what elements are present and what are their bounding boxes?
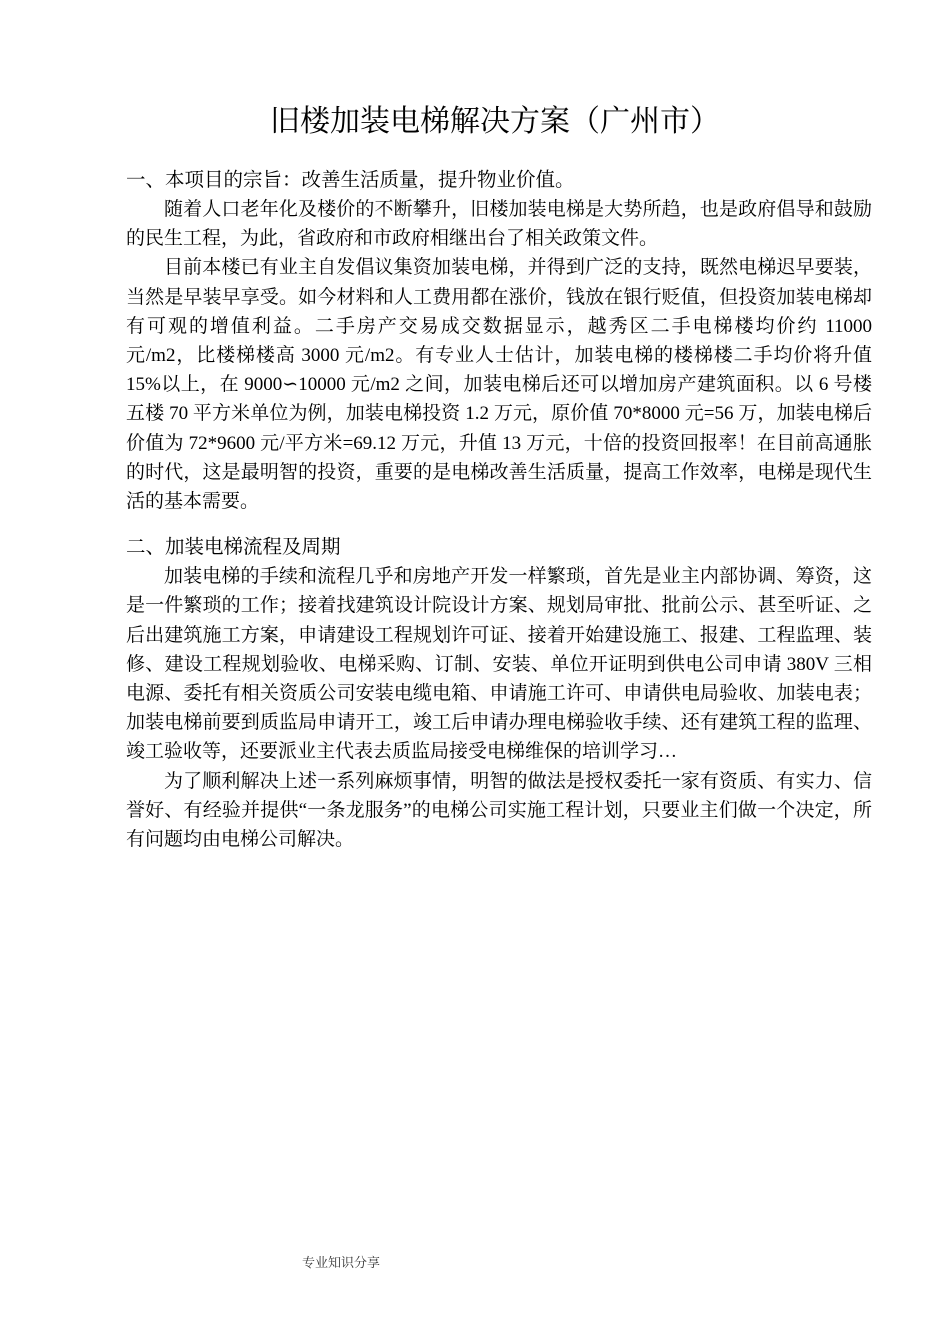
document-body [126, 165, 872, 854]
section-heading: 一、本项目的宗旨：改善生活质量，提升物业价值。 [126, 168, 575, 191]
body-paragraph: 随着人口老年化及楼价的不断攀升，旧楼加装电梯是大势所趋，也是政府倡导和鼓励的民生工程，为此，省政府和市政府相继出台了相关政策文件。 [126, 199, 872, 250]
body-paragraph: 加装电梯的手续和流程几乎和房地产开发一样繁琐，首先是业主内部协调、筹资，这是一件繁琐的工作；接着找建筑设计院设计方案、规划局审批、批前公示、甚至听证、之后出建筑施工方案，申请建设工程规划许可证、接着开始建设施工、报建、工程监理、装修、建设工程规划验收、电梯采购、订制、安装、单位开证明到供电公司申请 380V 三相电源、委托有相关资质公司安装电缆电箱、申请施工许可、申请供电局验收、加装电表；加装电梯前要到质监局申请开工，竣工后申请办理电梯验收手续、还有建筑工程的监理、竣工验收等，还要派业主代表去质监局接受电梯维保的培训学习… [126, 566, 872, 763]
body-paragraph: 目前本楼已有业主自发倡议集资加装电梯，并得到广泛的支持，既然电梯迟早要装，当然是早装早享受。如今材料和人工费用都在涨价，钱放在银行贬值，但投资加装电梯却有可观的增值利益。二手房产交易成交数据显示，越秀区二手电梯楼均价约 11000 元/m2，比楼梯楼高 3000 元/m2。有专业人士估计，加装电梯的楼梯楼二手均价将升值 15%以上，在 9000∽10000 元/m2 之间，加装电梯后还可以增加房产建筑面积。以 6 号楼五楼 70 平方米单位为例，加装电梯投资 1.2 万元，原价值 70*8000 元=56 万，加装电梯后价值为 72*9600 元/平方米=69.12 万元，升值 13 万元，十倍的投资回报率！在目前高通胀的时代，这是最明智的投资，重要的是电梯改善生活质量，提高工作效率，电梯是现代生活的基本需要。 [126, 257, 872, 513]
body-paragraph: 为了顺利解决上述一系列麻烦事情，明智的做法是授权委托一家有资质、有实力、信誉好、有经验并提供“一条龙服务”的电梯公司实施工程计划，只要业主们做一个决定，所有问题均由电梯公司解决。 [126, 770, 872, 851]
page-footer: 专业知识分享 [302, 1255, 381, 1270]
section-purpose [126, 165, 872, 516]
section-process [126, 532, 872, 854]
document-title: 旧楼加装电梯解决方案（广州市） [270, 104, 720, 139]
section-heading: 二、加装电梯流程及周期 [126, 535, 341, 559]
